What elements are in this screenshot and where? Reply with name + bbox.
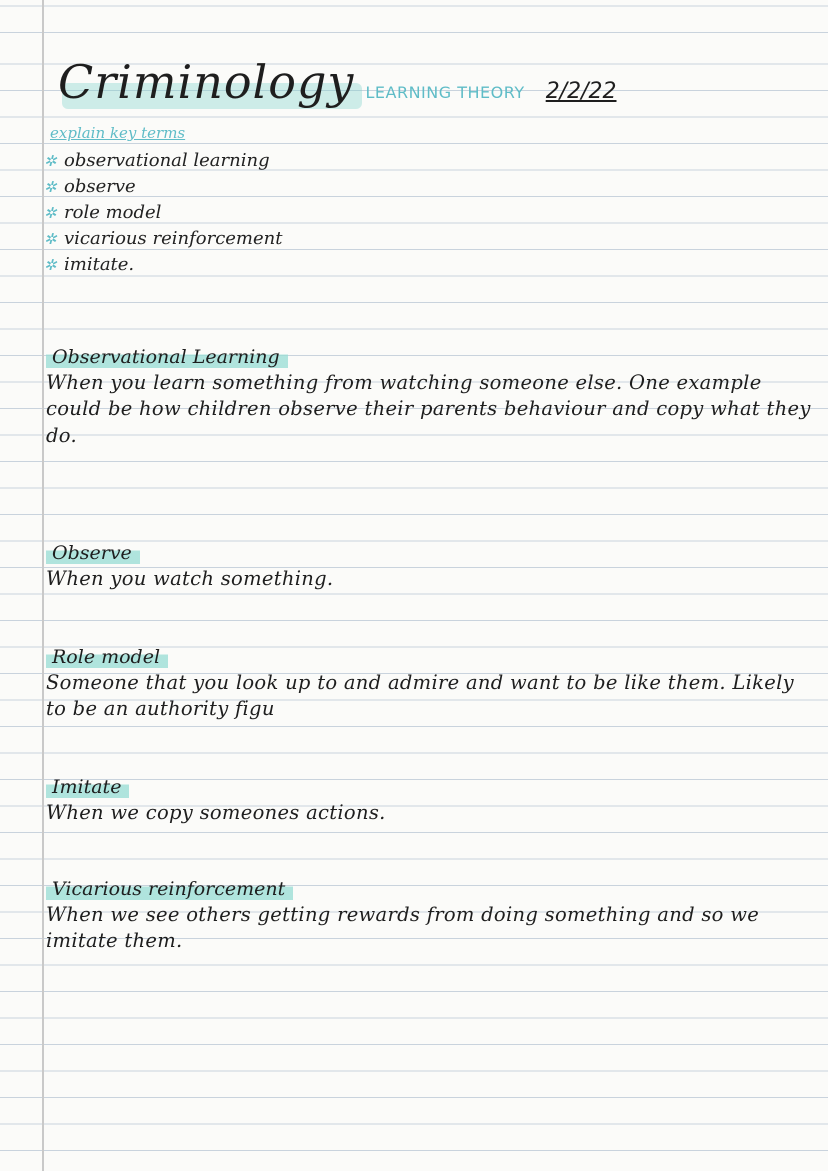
section-heading: Observational Learning [46, 344, 288, 370]
date-label: 2/2/22 [545, 79, 617, 104]
definition-role-model [46, 644, 820, 723]
star-icon: ✲ [44, 178, 57, 196]
list-item: ✲ observational learning [44, 148, 282, 174]
section-text: Someone that you look up to and admire and want to be like them. Likely to be an authority figu [46, 671, 794, 721]
section-heading: Role model [46, 644, 168, 670]
title-row [58, 55, 808, 115]
list-item: ✲ role model [44, 200, 282, 226]
section-text: When we see others getting rewards from doing something and so we imitate them. [46, 903, 760, 953]
star-icon: ✲ [44, 204, 57, 222]
star-icon: ✲ [44, 256, 57, 274]
star-icon: ✲ [44, 152, 57, 170]
key-terms-list [44, 148, 282, 278]
section-heading: Vicarious reinforcement [46, 876, 293, 902]
list-item: ✲ vicarious reinforcement [44, 226, 282, 252]
definition-observe [46, 540, 820, 592]
definition-observational-learning [46, 344, 820, 449]
definition-vicarious-reinforcement [46, 876, 820, 955]
section-text: When you learn something from watching someone else. One example could be how children observe their parents behaviour and copy what they do. [46, 371, 811, 447]
section-text: When you watch something. [46, 567, 334, 590]
list-item: ✲ observe [44, 174, 282, 200]
key-terms-subheading: explain key terms [50, 124, 186, 142]
list-item: ✲ imitate. [44, 252, 282, 278]
section-text: When we copy someones actions. [46, 801, 386, 824]
section-heading: Imitate [46, 774, 129, 800]
section-heading: Observe [46, 540, 140, 566]
definition-imitate [46, 774, 820, 826]
page-title: Criminology [58, 55, 355, 109]
topic-label: LEARNING THEORY [365, 83, 525, 102]
star-icon: ✲ [44, 230, 57, 248]
